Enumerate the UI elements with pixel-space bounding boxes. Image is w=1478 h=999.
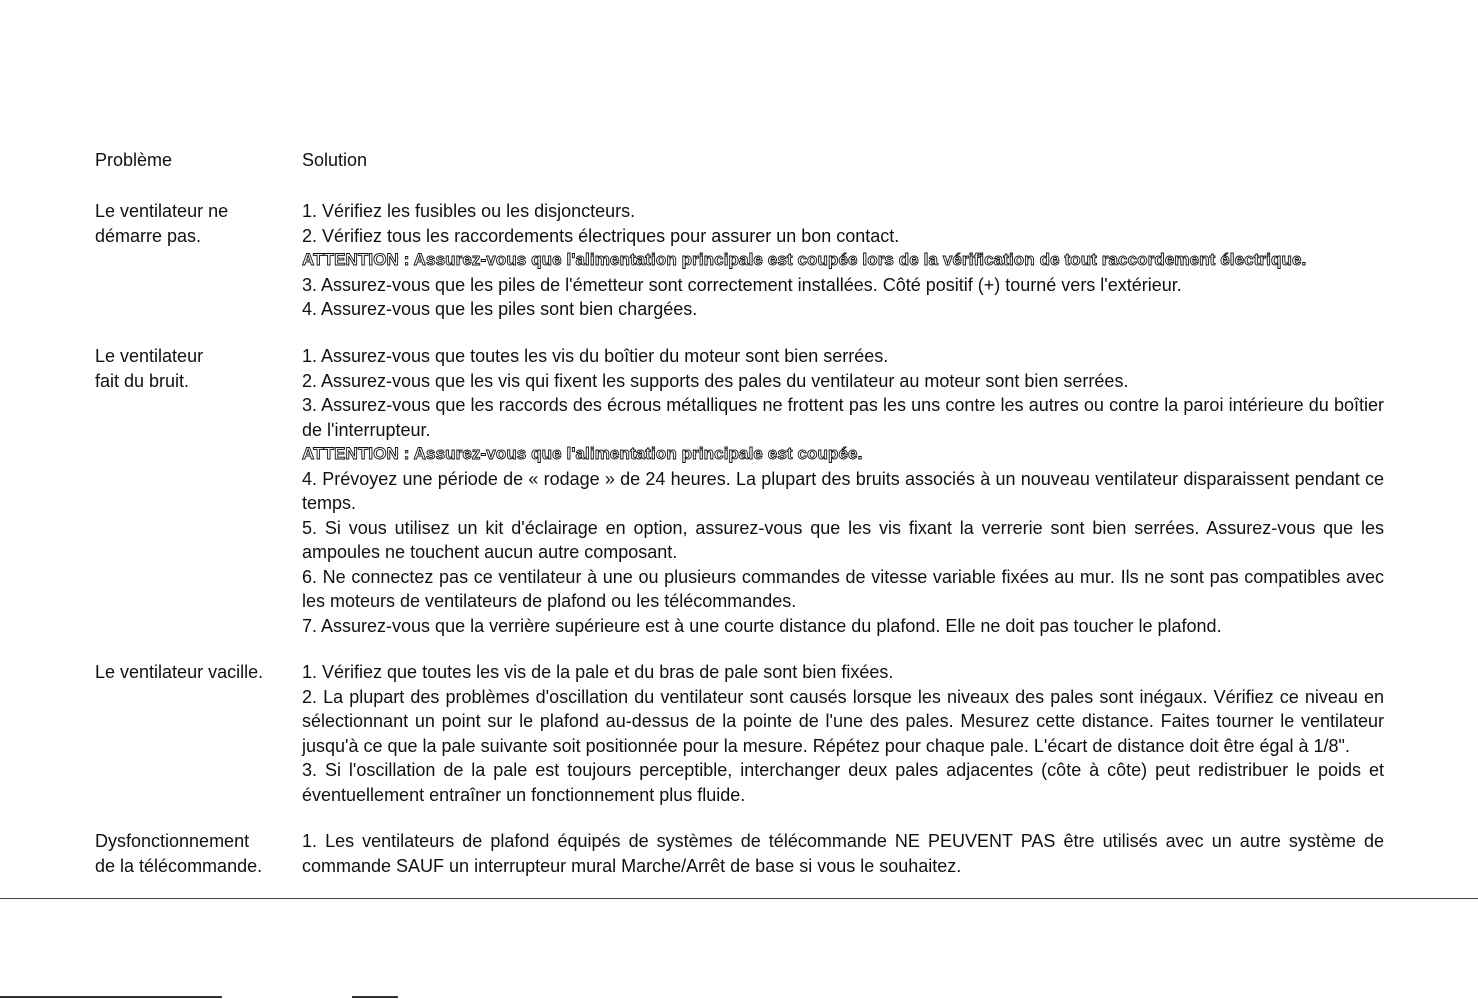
problem-cell-not-starting xyxy=(95,199,290,248)
solution-step: 4. Assurez-vous que les piles sont bien chargées. xyxy=(302,299,698,319)
problem-cell-wobble xyxy=(95,660,290,685)
solution-step: 5. Si vous utilisez un kit d'éclairage en option, assurez-vous que les vis fixant la verrerie sont bien serrées. Assurez-vous que les ampoules ne touchent aucun autre composant. xyxy=(302,517,1384,562)
solution-step: 1. Vérifiez que toutes les vis de la pale et du bras de pale sont bien fixées. xyxy=(302,662,894,682)
solution-step: 1. Vérifiez les fusibles ou les disjoncteurs. xyxy=(302,201,636,221)
problem-line: de la télécommande. xyxy=(95,855,263,876)
solution-cell-wobble xyxy=(302,660,1384,807)
solution-step: 3. Assurez-vous que les raccords des écrous métalliques ne frottent pas les uns contre les autres ou contre la paroi intérieure du boîtier de l'interrupteur. xyxy=(302,395,1384,440)
solution-cell-noise xyxy=(302,344,1384,638)
problem-cell-remote xyxy=(95,829,290,878)
solution-cell-not-starting xyxy=(302,199,1384,322)
solution-step: 6. Ne connectez pas ce ventilateur à une ou plusieurs commandes de vitesse variable fixées au mur. Ils ne sont pas compatibles avec les moteurs de ventilateurs de plafond ou les télécommandes. xyxy=(302,566,1384,611)
solution-step: 4. Prévoyez une période de « rodage » de 24 heures. La plupart des bruits associés à un nouveau ventilateur disparaissent pendant ce temps. xyxy=(302,468,1384,513)
solution-step: 3. Si l'oscillation de la pale est toujours perceptible, interchanger deux pales adjacentes (côte à côte) peut redistribuer le poids et éventuellement entraîner un fonctionnement plus fluide. xyxy=(302,760,1384,805)
page-divider xyxy=(0,898,1478,899)
problem-line: Le ventilateur xyxy=(95,346,204,366)
solution-step: 2. Vérifiez tous les raccordements électriques pour assurer un bon contact. xyxy=(302,225,900,246)
attention-warning: ATTENTION : Assurez-vous que l'alimentation principale est coupée lors de la vérification de tout raccordement électrique. xyxy=(302,250,1307,269)
problem-line: démarre pas. xyxy=(95,225,202,246)
problem-column-header: Problème xyxy=(95,150,173,170)
problem-line: Le ventilateur vacille. xyxy=(95,662,264,682)
problem-line: Le ventilateur ne xyxy=(95,201,229,221)
solution-step: 3. Assurez-vous que les piles de l'émetteur sont correctement installées. Côté positif (+) tourné vers l'extérieur. xyxy=(302,274,1182,295)
solution-column-header: Solution xyxy=(302,150,368,170)
problem-line: Dysfonctionnement xyxy=(95,831,250,851)
attention-warning: ATTENTION : Assurez-vous que l'alimentation principale est coupée. xyxy=(302,444,863,463)
problem-cell-noise xyxy=(95,344,290,393)
solution-cell-remote xyxy=(302,829,1384,878)
solution-step: 2. Assurez-vous que les vis qui fixent les supports des pales du ventilateur au moteur sont bien serrées. xyxy=(302,370,1129,391)
footer-rule xyxy=(0,996,222,998)
solution-step: 7. Assurez-vous que la verrière supérieure est à une courte distance du plafond. Elle ne doit pas toucher le plafond. xyxy=(302,615,1222,636)
solution-step: 2. La plupart des problèmes d'oscillation du ventilateur sont causés lorsque les niveaux des pales sont inégaux. Vérifiez ce niveau en sélectionnant un point sur le plafond au-dessus de la pointe de l'une des pales. Mesurez cette distance. Faites tourner le ventilateur jusqu'à ce que la pale suivante soit positionnée pour la mesure. Répétez pour chaque pale. L'écart de distance doit être égal à 1/8". xyxy=(302,686,1384,756)
footer-rule xyxy=(352,996,398,998)
solution-step: 1. Assurez-vous que toutes les vis du boîtier du moteur sont bien serrées. xyxy=(302,346,889,366)
solution-step: 1. Les ventilateurs de plafond équipés de systèmes de télécommande NE PEUVENT PAS être utilisés avec un autre système de commande SAUF un interrupteur mural Marche/Arrêt de base si vous le souhaitez. xyxy=(302,831,1384,876)
problem-line: fait du bruit. xyxy=(95,370,190,391)
